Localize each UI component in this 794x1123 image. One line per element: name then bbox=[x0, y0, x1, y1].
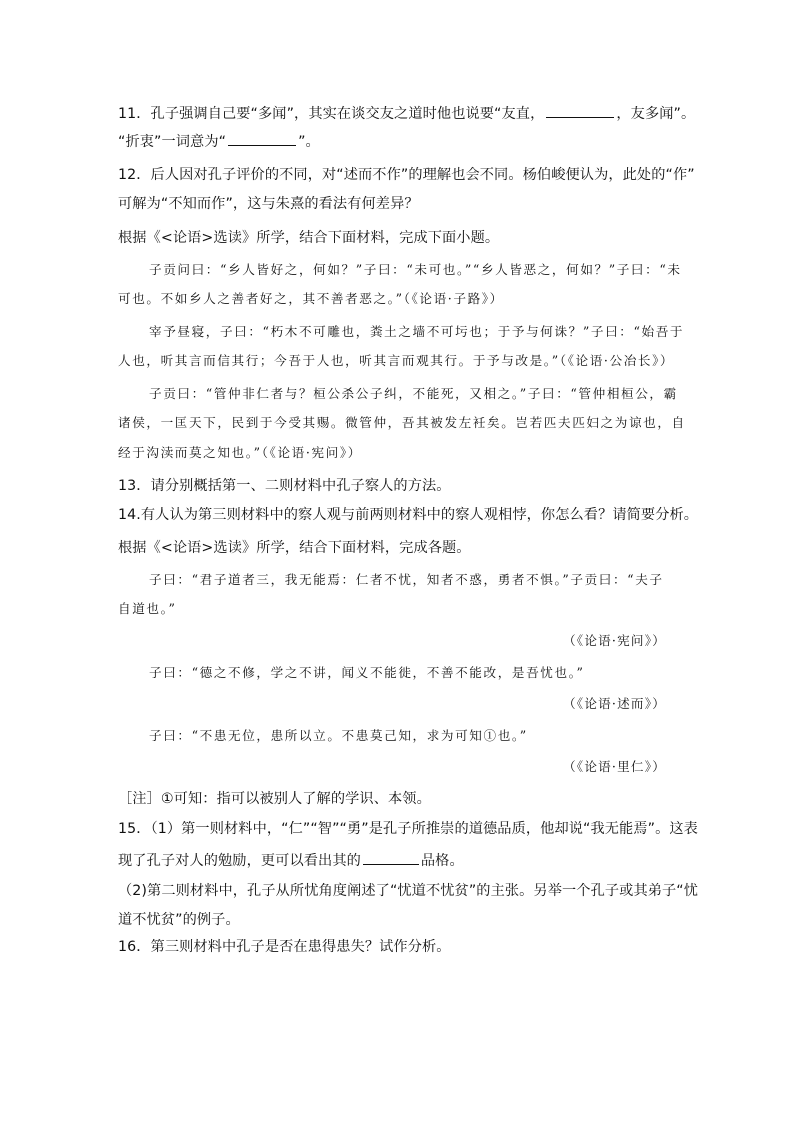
instruction-text: 根据《<论语>选读》所学，结合下面材料，完成下面小题。 bbox=[118, 230, 500, 246]
passage-line: 子曰：“德之不修，学之不讲，闻义不能徙，不善不能改，是吾忧也。” bbox=[149, 665, 585, 680]
passage-line: 人也，听其言而信其行；今吾于人也，听其言而观其行。于予与改是。”（《论语·公冶长》） bbox=[118, 353, 675, 368]
passage-line: 经于沟渎而莫之知也。”（《论语·宪问》） bbox=[118, 445, 362, 460]
question-16: 16．第三则材料中孔子是否在患得患失？试作分析。 bbox=[118, 939, 451, 955]
question-15-line-3: （2)第二则材料中，孔子从所忧角度阐述了“忧道不忧贫”的主张。另举一个孔子或其弟子“忧 bbox=[118, 883, 699, 899]
citation: （《论语·里仁》） bbox=[563, 759, 666, 774]
question-12-line-2: 可解为“不知而作”，这与朱熹的看法有何差异？ bbox=[118, 196, 419, 212]
question-15-line-1: 15．（1）第一则材料中，“仁”“智”“勇”是孔子所推崇的道德品质，他却说“我无能焉”。这表 bbox=[118, 821, 698, 837]
passage-line: 子曰：“君子道者三，我无能焉：仁者不忧，知者不惑，勇者不惧。”子贡曰：“夫子 bbox=[149, 572, 664, 587]
passage-line: 子曰：“不患无位，患所以立。不患莫己知，求为可知①也。” bbox=[149, 728, 528, 743]
citation: （《论语·述而》） bbox=[563, 696, 666, 711]
question-15-line-2: 现了孔子对人的勉励，更可以看出其的 品格。 bbox=[118, 850, 464, 871]
passage-line: 自道也。” bbox=[118, 601, 177, 616]
passage-line: 子贡曰：“管仲非仁者与？桓公杀公子纠，不能死，又相之。”子曰：“管仲相桓公，霸 bbox=[149, 386, 678, 401]
question-15-line-4: 道不忧贫”的例子。 bbox=[118, 912, 240, 928]
citation: （《论语·宪问》） bbox=[563, 633, 666, 648]
passage-line: 子贡问曰：“乡人皆好之，何如？”子曰：“未可也。”“乡人皆恶之，何如？”子曰：“未 bbox=[149, 262, 682, 277]
footnote: ［注］①可知：指可以被别人了解的学识、本领。 bbox=[118, 791, 431, 807]
answer-blank[interactable] bbox=[546, 103, 614, 118]
question-13: 13．请分别概括第一、二则材料中孔子察人的方法。 bbox=[118, 478, 451, 494]
passage-line: 宰予昼寝，子曰：“朽木不可雕也，粪土之墙不可圬也；于予与何诛？”子曰：“始吾于 bbox=[149, 324, 685, 339]
question-12-line-1: 12．后人因对孔子评价的不同，对“述而不作”的理解也会不同。杨伯峻便认为，此处的“作” bbox=[118, 167, 695, 183]
answer-blank[interactable] bbox=[363, 850, 419, 865]
instruction-text: 根据《<论语>选读》所学，结合下面材料，完成各题。 bbox=[118, 540, 471, 556]
question-11-line-2: “折衷”一词意为“ ”。 bbox=[118, 131, 320, 152]
passage-line: 可也。不如乡人之善者好之，其不善者恶之。”（《论语·子路》） bbox=[118, 291, 504, 306]
answer-blank[interactable] bbox=[228, 131, 296, 146]
question-11-line-1: 11．孔子强调自己要“多闻”，其实在谈交友之道时他也说要“友直， ，友多闻”。 bbox=[118, 103, 695, 124]
passage-line: 诸侯，一匡天下，民到于今受其赐。微管仲，吾其被发左衽矣。岂若匹夫匹妇之为谅也，自 bbox=[118, 415, 686, 430]
question-14: 14.有人认为第三则材料中的察人观与前两则材料中的察人观相悖，你怎么看？请简要分析。 bbox=[118, 507, 699, 523]
